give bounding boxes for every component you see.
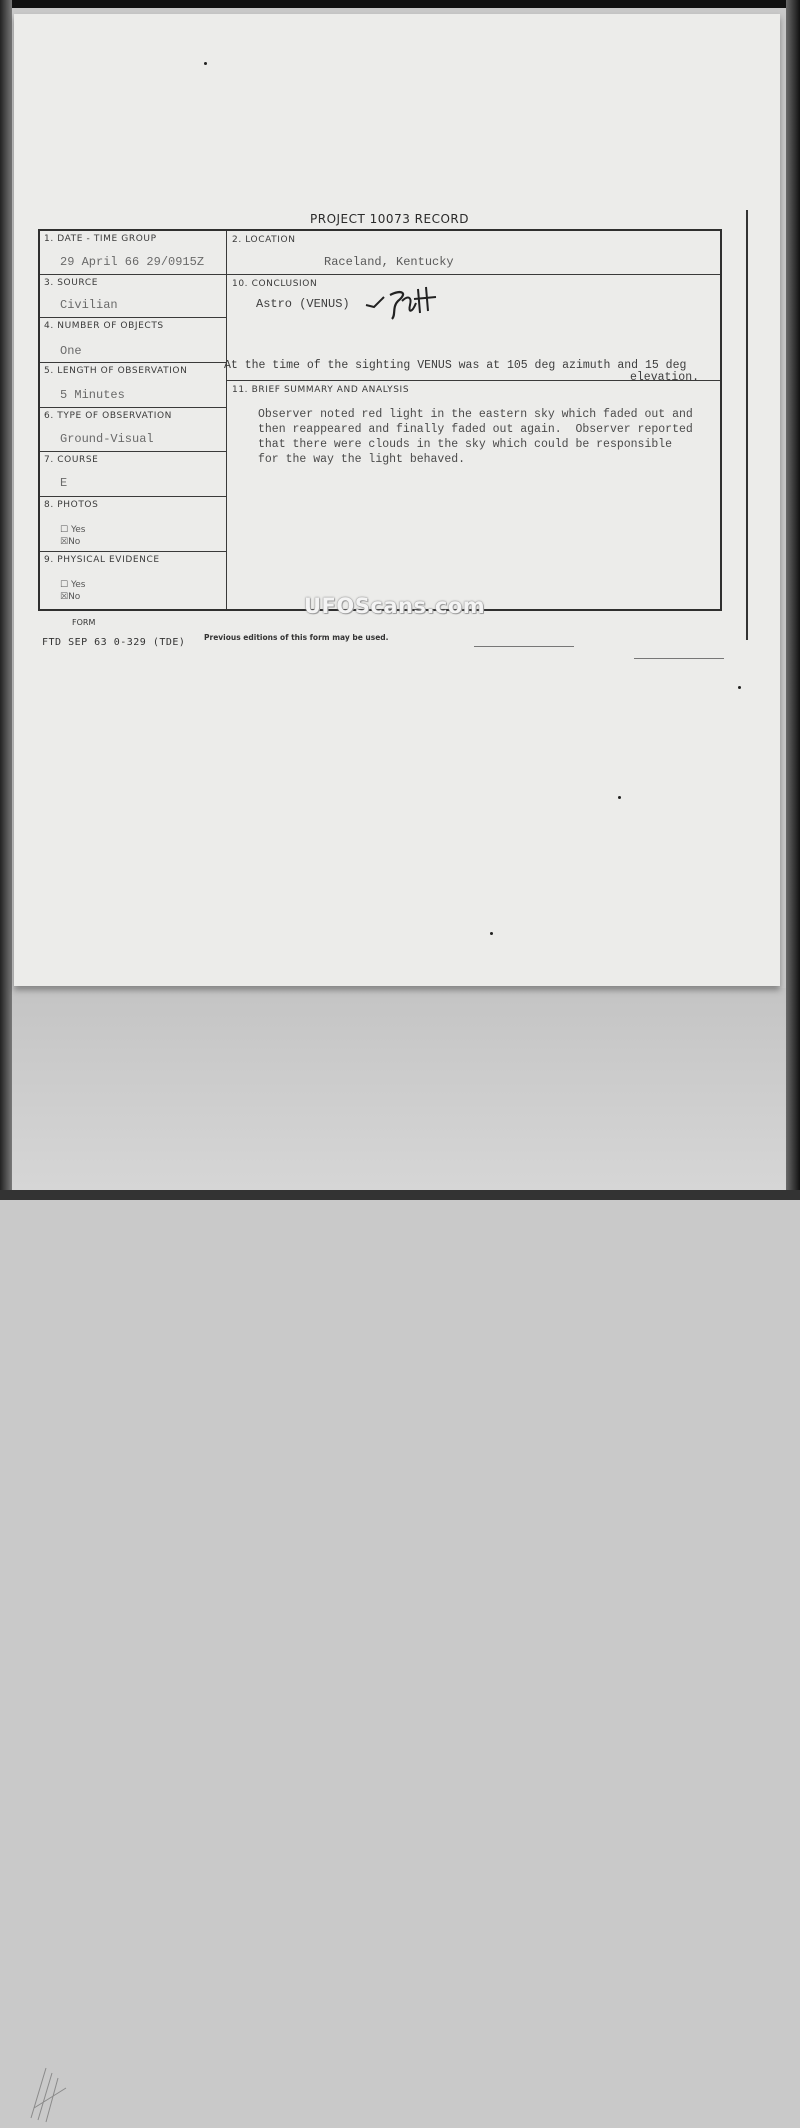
previous-editions-note: Previous editions of this form may be used. [204,633,389,642]
date-time-value: 29 April 66 29/0915Z [60,255,205,269]
photos-yes-option: ☐ Yes [60,525,86,535]
dust-speck [618,796,621,799]
film-edge-right [786,0,800,1200]
location-section [226,231,720,275]
number-of-objects-label: 4. NUMBER OF OBJECTS [44,321,164,331]
physical-evidence-label: 9. PHYSICAL EVIDENCE [44,555,160,565]
physical-evidence-no-option: ☒No [60,592,81,602]
conclusion-note-continued: elevation. [630,371,700,384]
photos-no-label: No [68,537,81,547]
length-of-observation-cell [40,363,226,408]
form-id-text: FTD SEP 63 0-329 (TDE) [42,637,186,648]
course-value: E [60,476,68,490]
summary-text: Observer noted red light in the eastern sky which faded out and then reappeared and finally faded out again. Observer reported that there were clouds in the sky which could be responsible for the way the light behaved. [258,408,693,466]
location-value: Raceland, Kentucky [324,255,454,269]
scan-background [12,988,786,1190]
source-value: Civilian [60,298,118,312]
conclusion-section [224,275,720,384]
physical-evidence-yes-option: ☐ Yes [60,580,86,590]
physical-evidence-yes-label: Yes [70,580,86,590]
scratch-marks [26,2048,86,2128]
photos-label: 8. PHOTOS [44,500,99,510]
photos-no-option: ☒No [60,537,81,547]
dash-line [634,658,724,659]
length-of-observation-value: 5 Minutes [60,388,125,402]
form-word: FORM [72,618,96,627]
right-column [226,231,720,609]
type-of-observation-cell [40,408,226,452]
dust-speck [490,932,493,935]
handwritten-initials [362,283,452,323]
dust-speck [738,686,741,689]
type-of-observation-label: 6. TYPE OF OBSERVATION [44,411,173,421]
date-time-label: 1. DATE - TIME GROUP [44,234,157,244]
record-title: PROJECT 10073 RECORD [310,212,469,226]
source-cell [40,275,226,318]
course-cell [40,452,226,497]
left-column [40,231,227,609]
summary-section [226,381,720,609]
source-label: 3. SOURCE [44,278,99,288]
date-time-cell [40,231,226,275]
dash-line [474,646,574,647]
conclusion-note: At the time of the sighting VENUS was at 105 deg azimuth and 15 deg [224,359,687,372]
film-edge-top [0,0,800,8]
dust-speck [204,62,207,65]
conclusion-value: Astro (VENUS) [256,297,350,311]
document-sheet [14,14,780,986]
margin-line [746,210,748,640]
physical-evidence-cell [40,552,226,609]
type-of-observation-value: Ground-Visual [60,432,154,446]
physical-evidence-no-label: No [68,592,81,602]
photos-yes-label: Yes [70,525,86,535]
conclusion-label: 10. CONCLUSION [232,279,318,289]
record-form [38,229,722,611]
location-label: 2. LOCATION [232,235,296,245]
number-of-objects-value: One [60,344,82,358]
length-of-observation-label: 5. LENGTH OF OBSERVATION [44,366,188,376]
film-edge-left [0,0,12,1200]
film-edge-bottom [0,1190,800,1200]
photos-cell [40,497,226,552]
watermark: UFOScans.com [304,594,486,618]
number-of-objects-cell [40,318,226,363]
form-id [42,630,185,649]
summary-label: 11. BRIEF SUMMARY AND ANALYSIS [232,385,410,395]
course-label: 7. COURSE [44,455,99,465]
